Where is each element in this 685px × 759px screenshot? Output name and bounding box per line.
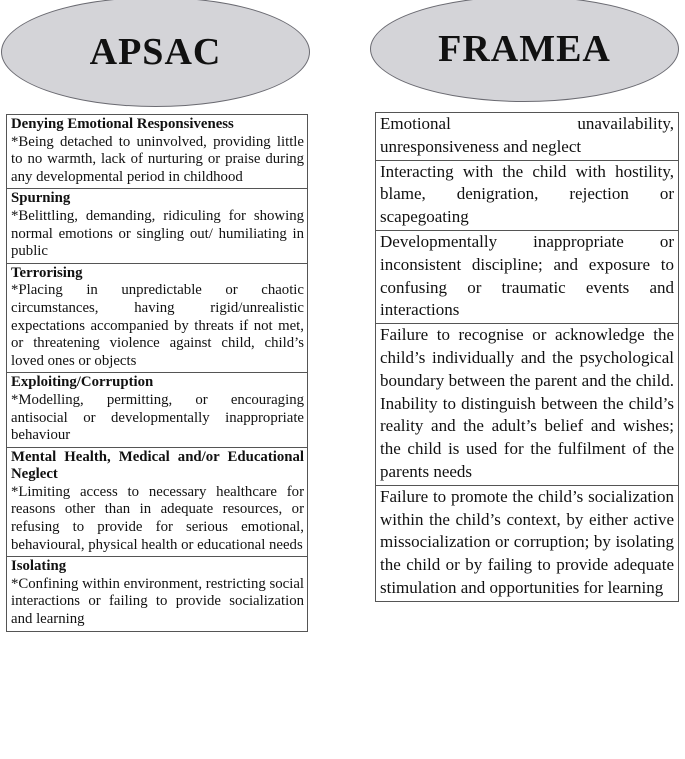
framea-item-inappropriate-discipline: Developmentally inappropriate or inconsistent discipline; and exposure to confusing or traumatic events and interactions xyxy=(375,230,679,324)
apsac-item-title: Spurning xyxy=(11,190,71,207)
apsac-item-description: *Modelling, permitting, or encouraging antisocial or developmentally inappropriate behaviour xyxy=(11,391,304,444)
apsac-item-description: *Placing in unpredictable or chaotic circumstances, having rigid/unrealistic expectations accompanied by threats if not met, or threatening violence against child, child’s loved ones or objects xyxy=(11,282,304,369)
apsac-item-description: *Limiting access to necessary healthcare for reasons other than in adequate resources, or refusing to provide for serious emotional, behavioural, physical health or educational needs xyxy=(11,483,304,553)
apsac-item-exploiting-corruption xyxy=(6,372,308,447)
apsac-item-title: Isolating xyxy=(11,558,67,575)
apsac-item-description: *Confining within environment, restricting social interactions or failing to provide socialization and learning xyxy=(11,575,305,628)
apsac-item-title: Denying Emotional Responsiveness xyxy=(11,116,234,132)
framea-header: FRAMEA xyxy=(370,0,679,102)
apsac-item-description: *Belittling, demanding, ridiculing for showing normal emotions or singling out/ humiliating in public xyxy=(11,207,304,260)
apsac-item-terrorising xyxy=(6,263,308,374)
apsac-item-title: Terrorising xyxy=(11,264,83,281)
apsac-item-spurning xyxy=(6,188,308,263)
apsac-item-title: Exploiting/Corruption xyxy=(11,374,154,391)
framea-item-emotional-unavailability: Emotional unavailability, unresponsiveness and neglect xyxy=(375,112,679,161)
framea-column xyxy=(375,113,679,602)
apsac-item-denying-emotional-responsiveness xyxy=(6,114,308,189)
apsac-header: APSAC xyxy=(1,0,310,107)
apsac-item-mental-health-neglect xyxy=(6,447,308,558)
apsac-item-isolating xyxy=(6,556,308,631)
framea-item-failure-to-recognise: Failure to recognise or acknowledge the child’s individually and the psychological boundary between the parent and the child. Inability to distinguish between the child’s reality and the adult’s belief and wishes; the child is used for the fulfilment of the parents needs xyxy=(375,323,679,486)
framea-item-hostility: Interacting with the child with hostility, blame, denigration, rejection or scapegoating xyxy=(375,160,679,231)
apsac-item-description: *Being detached to uninvolved, providing little to no warmth, lack of nurturing or praise during any developmental period in childhood xyxy=(11,133,304,185)
apsac-column xyxy=(6,115,308,632)
framea-item-failure-to-promote-socialization: Failure to promote the child’s socialization within the child’s context, by either active missocialization or corruption; by isolating the child or by failing to provide adequate stimulation and opportunities for learning xyxy=(375,485,679,602)
apsac-item-title: Mental Health, Medical and/or Educational Neglect xyxy=(11,448,304,483)
